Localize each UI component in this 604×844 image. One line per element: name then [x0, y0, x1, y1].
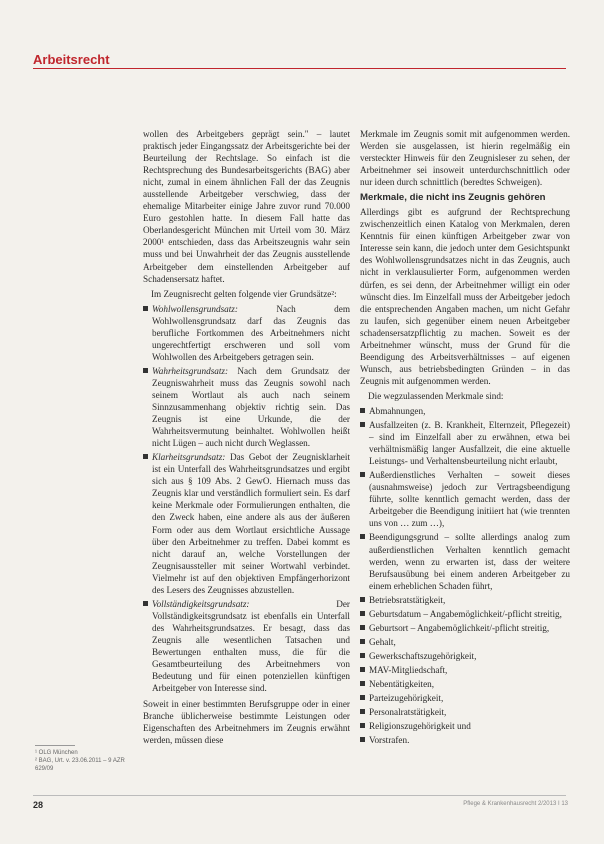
list-item — [360, 636, 570, 648]
item-text: Nach dem Grundsatz der Zeugniswahrheit muss das Zeugnis sowohl nach seinem Wortlaut als auch nach seinem Sinnzusammenhang objektiv richtig sein. Das Zeugnis ist eine Urkunde, die der Wahrheitsvermutung beinhaltet. Wohlwollen heißt nicht Lügen – auch nicht durch Weglassen. — [152, 365, 350, 449]
bullet-icon — [143, 368, 148, 373]
list-item — [143, 365, 350, 449]
item-text: MAV-Mitgliedschaft, — [369, 664, 448, 675]
list-item — [143, 451, 350, 596]
paragraph: Allerdings gibt es aufgrund der Rechtsprechung zwischenzeitlich einen Katalog von Merkmalen, deren Kenntnis für einen künftigen Arbeitgeber zwar von Interesse sein kann, die jedoch unter dem Gesichtspunkt des Wohlwollensgrundsatzes nicht in das Zeugnis, auch nicht in verklausulierter Form, aufgenommen werden dürfen, es sei denn, der Arbeitnehmer willigt ein oder wünscht dies. Im Einzelfall muss der Arbeitgeber jedoch die entsprechenden Angaben machen, um nicht Gefahr zu laufen, sich gegenüber einem neuen Arbeitgeber schadensersatzpflichtig zu machen. Soweit es der Arbeitnehmer wünscht, muss der Grund für die Beendigung des Arbeitsverhältnisses – auf eigenen Wunsch, aus betriebsbedingten Gründen – in das Zeugnis mit aufgenommen werden. — [360, 207, 570, 386]
list-item — [360, 706, 570, 718]
list-item — [360, 720, 570, 732]
journal-reference: Pflege & Krankenhausrecht 2/2013 I 13 — [463, 801, 568, 807]
item-text: Geburtsort – Angabemöglichkeit/-pflicht streitig, — [369, 622, 550, 633]
list-item — [360, 531, 570, 591]
bullet-icon — [360, 709, 365, 714]
paragraph: Merkmale im Zeugnis somit mit aufgenommen werden. Werden sie ausgelassen, ist hierin regelmäßig ein versteckter Hinweis für den Zeugnisleser zu sehen, der Arbeitnehmer sei insoweit unterdurchschnittlich oder nur ideen durch schnittlich (beredtes Schweigen). — [360, 129, 570, 188]
list-item — [360, 678, 570, 690]
bullet-icon — [360, 611, 365, 616]
excluded-features-list — [360, 405, 570, 746]
bullet-icon — [143, 306, 148, 311]
bullet-icon — [360, 695, 365, 700]
term: Klarheitsgrundsatz: — [152, 452, 226, 463]
footnote: ² BAG, Urt. v. 23.06.2011 – 9 AZR 629/09 — [35, 758, 125, 772]
item-text: Das Gebot der Zeugnisklarheit ist ein Unterfall des Wahrheitsgrundsatzes und ergibt sich aus § 109 Abs. 2 GewO. Hiernach muss das Zeugnis klar und verständlich formuliert sein. Es darf keine Merkmale oder Formulierungen enthalten, die den Zweck haben, eine andere als aus der äußeren Form oder aus dem Wortlaut ersichtliche Aussage über den Arbeitnehmer zu treffen. Dabei kommt es nicht darauf an, welche Vorstellungen der Zeugnisaussteller mit seiner Wortwahl verbindet. Vielmehr ist auf den objektiven Empfängerhorizont des Lesers des Zeugnisses abzustellen. — [152, 452, 350, 595]
item-text: Personalratstätigkeit, — [369, 707, 447, 718]
bullet-icon — [360, 422, 365, 427]
paragraph: Im Zeugnisrecht gelten folgende vier Grundsätze²: — [151, 288, 337, 299]
term: Wohlwollensgrundsatz: — [152, 303, 238, 314]
item-text: Außerdienstliches Verhalten – soweit dieses (ausnahmsweise) jedoch zur Vertragsbeendigung führte, sollte kenntlich gemacht werden, dass der Arbeitgeber die Beendigung initiiert hat (wie trennten uns von … zum …), — [369, 470, 570, 529]
item-text: Abmahnungen, — [369, 405, 426, 416]
term: Wahrheitsgrundsatz: — [152, 365, 229, 376]
section-title: Arbeitsrecht — [33, 52, 110, 67]
item-text: Vorstrafen. — [369, 735, 410, 746]
footnote: ¹ OLG München — [35, 750, 78, 756]
item-text: Ausfallzeiten (z. B. Krankheit, Elternzeit, Pflegezeit) – sind im Einzelfall aber zu erwähnen, etwa bei verhältnismäßig langer Ausfallzeit, die eine aktuelle Leistungs- und Verhaltensbeurteilung nicht erlaubt, — [369, 420, 570, 467]
header-rule — [33, 68, 566, 69]
bullet-icon — [143, 601, 148, 606]
footer-rule — [33, 795, 566, 796]
item-text: Der Vollständigkeitsgrundsatz ist ebenfalls ein Unterfall des Wahrheitsgrundsatzes. Er besagt, dass das Zeugnis alle wesentlichen Tatsachen und Bewertungen enthalten muss, die für die Gesamtbeurteilung des Arbeitnehmers von Bedeutung und für einen potenziellen künftigen Arbeitgeber von Interesse sind. — [152, 598, 350, 694]
bullet-icon — [360, 723, 365, 728]
bullet-icon — [360, 534, 365, 539]
list-item — [360, 419, 570, 467]
item-text: Geburtsdatum – Angabemöglichkeit/-pflicht streitig, — [369, 608, 562, 619]
bullet-icon — [360, 472, 365, 477]
item-text: Gehalt, — [369, 636, 396, 647]
footnotes — [35, 745, 135, 773]
list-item — [360, 692, 570, 704]
item-text: Nebentätigkeiten, — [369, 678, 435, 689]
paragraph: Soweit in einer bestimmten Berufsgruppe oder in einer Branche üblicherweise bestimmte Leistungen oder Eigenschaften des Arbeitnehmers im Zeugnis erwähnt werden, müssen diese — [143, 699, 350, 746]
bullet-icon — [360, 653, 365, 658]
item-text: Gewerkschaftszugehörigkeit, — [369, 650, 477, 661]
list-item — [143, 598, 350, 694]
list-item — [360, 608, 570, 620]
footnote-rule — [35, 745, 75, 746]
list-item — [360, 594, 570, 606]
term: Vollständigkeitsgrundsatz: — [152, 598, 250, 609]
item-text: Betriebsratstätigkeit, — [369, 594, 446, 605]
bullet-icon — [360, 639, 365, 644]
list-item — [360, 622, 570, 634]
bullet-icon — [360, 597, 365, 602]
right-column — [360, 128, 570, 748]
paragraph: Die wegzulassenden Merkmale sind: — [368, 390, 504, 401]
item-text: Beendigungsgrund – sollte allerdings analog zum außerdienstlichen Verhalten kenntlich gemacht werden, wenn zu erwarten ist, dass der weitere Berufsausübung bei einem anderen Arbeitgeber zu einem erheblichen Schaden führt, — [369, 532, 570, 591]
list-item — [360, 405, 570, 417]
subheading: Merkmale, die nicht ins Zeugnis gehören — [360, 192, 546, 204]
bullet-icon — [360, 737, 365, 742]
item-text: Parteizugehörigkeit, — [369, 693, 444, 704]
page-number: 28 — [33, 800, 44, 810]
list-item — [360, 469, 570, 529]
list-item — [143, 303, 350, 363]
bullet-icon — [360, 681, 365, 686]
paragraph: wollen des Arbeitgebers geprägt sein." – lautet praktisch jeder Eingangssatz der Arbeitsgerichte bei der Beurteilung der Rechtslage. So einfach ist die Rechtsprechung des Bundesarbeitsgerichts (BAG) aber nicht, zumal in einem ähnlichen Fall der das Zeugnis ausstellende Arbeitgeber verschwieg, dass der ehemalige Mitarbeiter einige Jahre zuvor rund 70.000 Euro gestohlen hatte. In diesem Fall hatte das Oberlandesgericht München mit Urteil vom 30. März 2000¹ entschieden, dass das Arbeitszeugnis wahr sein muss und bei Unwahrheit der das Zeugnis ausstellende Arbeitgeber dem einstellenden Arbeitgeber auf Schadensersatz haftet. — [143, 129, 350, 284]
item-text: Nach dem Wohlwollensgrundsatz darf das Zeugnis das berufliche Fortkommen des Arbeitnehmers nicht ungerechtfertigt erschweren und soll vom Wohlwollen des Arbeitgebers getragen sein. — [152, 303, 350, 362]
item-text: Religionszugehörigkeit und — [369, 721, 471, 732]
list-item — [360, 664, 570, 676]
bullet-icon — [360, 625, 365, 630]
list-item — [360, 650, 570, 662]
bullet-icon — [143, 454, 148, 459]
bullet-icon — [360, 667, 365, 672]
list-item — [360, 734, 570, 746]
left-column — [143, 128, 350, 749]
principles-list — [143, 303, 350, 695]
bullet-icon — [360, 408, 365, 413]
